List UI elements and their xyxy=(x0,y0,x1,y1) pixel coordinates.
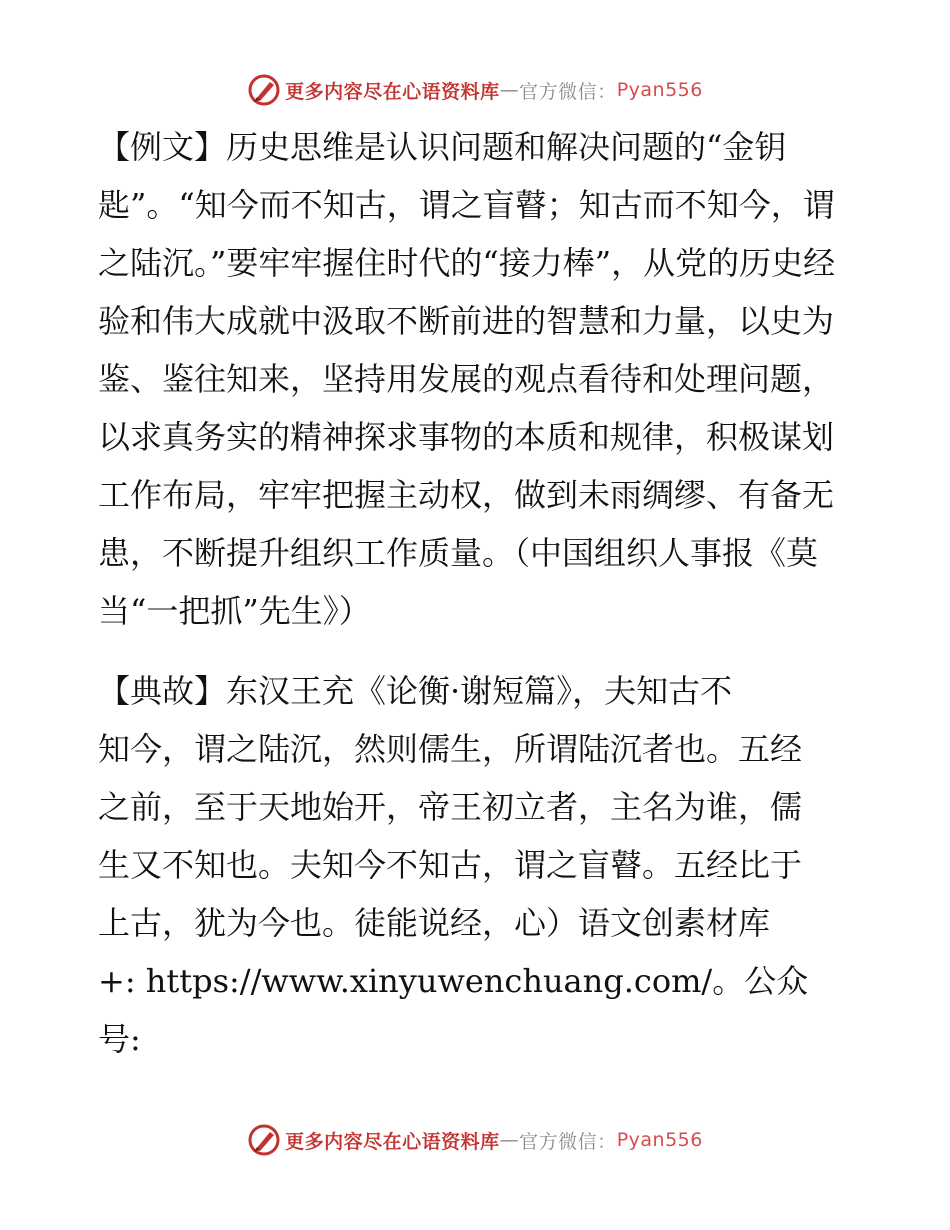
example-paragraph: 【例文】历史思维是认识问题和解决问题的“金钥匙”。“知今而不知古，谓之盲瞽；知古而不知今，谓之陆沉。”要牢牢握住时代的“接力棒”，从党的历史经验和伟大成就中汲取不断前进的智慧和力量，以史为鉴、鉴往知来，坚持用发展的观点看待和处理问题，以求真务实的精神探求事物的本质和规律，积极谋划工作布局，牢牢把握主动权，做到未雨绸缪、有备无患，不断提升组织工作质量。（中国组织人事报《莫当“一把抓”先生》） xyxy=(98,128,836,630)
pen-logo-icon xyxy=(247,1123,281,1157)
allusion-line: +: https://www.xinyuwenchuang.com/。公众号: xyxy=(98,962,809,1058)
allusion-line: 上古，犹为今也。徒能说经，心）语文创素材库 xyxy=(98,904,771,942)
footer-wechat-id: Pyan556 xyxy=(616,1129,703,1151)
header-banner xyxy=(0,70,950,110)
header-dash: — xyxy=(499,79,520,101)
footer-brand-text: 更多内容尽在心语资料库 xyxy=(285,1130,500,1153)
header-brand-text: 更多内容尽在心语资料库 xyxy=(285,80,500,103)
allusion-paragraph xyxy=(98,662,850,1068)
footer-wechat-label: 官方微信： xyxy=(519,1130,617,1153)
pen-logo-icon xyxy=(247,73,281,107)
allusion-line: 生又不知也。夫知今不知古，谓之盲瞽。五经比于 xyxy=(98,846,803,884)
footer-banner xyxy=(0,1120,950,1160)
allusion-line: 知今，谓之陆沉，然则儒生，所谓陆沉者也。五经 xyxy=(98,730,803,768)
allusion-line: 【典故】东汉王充《论衡·谢短篇》，夫知古不 xyxy=(98,672,733,710)
footer-dash: — xyxy=(499,1129,520,1151)
main-content xyxy=(98,118,850,1068)
allusion-line: 之前，至于天地始开，帝王初立者，主名为谁，儒 xyxy=(98,788,803,826)
header-wechat-id: Pyan556 xyxy=(616,79,703,101)
header-wechat-label: 官方微信： xyxy=(519,80,617,103)
